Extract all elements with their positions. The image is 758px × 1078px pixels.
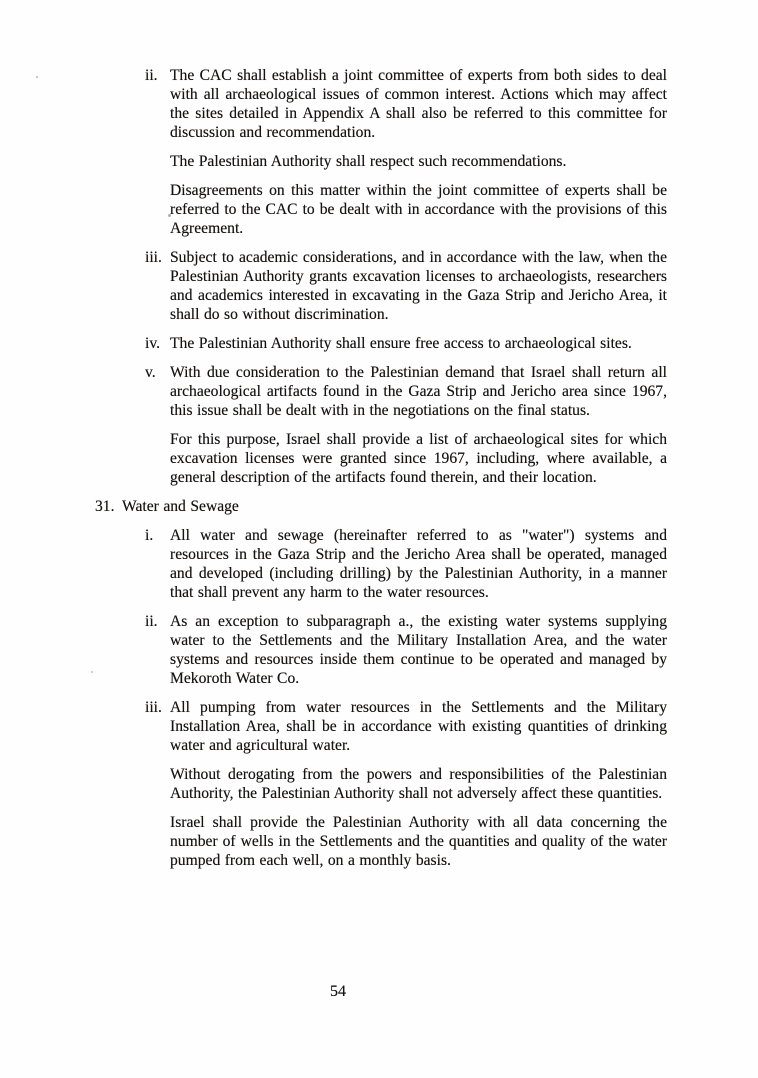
- paragraph: Disagreements on this matter within the joint committee of experts shall be referred to the CAC to be dealt with in accordance with the provisions of this Agreement.: [170, 182, 667, 237]
- section-title: Water and Sewage: [122, 498, 239, 515]
- paragraph: Israel shall provide the Palestinian Authority with all data concerning the number of wells in the Settlements and the quantities and quality of the water pumped from each well, on a monthly basis.: [170, 814, 667, 869]
- section-number: 31.: [95, 498, 115, 515]
- paragraph: The Palestinian Authority shall respect such recommendations.: [170, 153, 567, 170]
- list-marker: iii.: [145, 249, 162, 266]
- list-marker: ii.: [145, 67, 158, 84]
- list-item-water-i: [95, 526, 667, 612]
- paragraph: Subject to academic considerations, and in accordance with the law, when the Palestinian Authority grants excavation licenses to archaeologists, researchers and academics interested in excavating in the Gaza Strip and Jericho Area, it shall do so without discrimination.: [170, 249, 667, 323]
- list-item-archaeology-ii: [95, 66, 667, 248]
- list-item-body: [170, 363, 667, 497]
- list-item-body: [170, 334, 667, 363]
- list-item-body: [170, 698, 667, 880]
- scan-speck: [91, 671, 93, 673]
- list-item-archaeology-iv: [95, 334, 667, 363]
- list-item-body: [170, 612, 667, 698]
- paragraph: The CAC shall establish a joint committee of experts from both sides to deal with all archaeological issues of common interest. Actions which may affect the sites detailed in Appendix A shall also be referred to this committee for discussion and recommendation.: [170, 67, 667, 141]
- list-item-archaeology-v: [95, 363, 667, 497]
- paragraph: With due consideration to the Palestinian demand that Israel shall return all archaeological artifacts found in the Gaza Strip and Jericho area since 1967, this issue shall be dealt with in the negotiations on the final status.: [170, 364, 667, 419]
- list-item-water-ii: [95, 612, 667, 698]
- paragraph: All water and sewage (hereinafter referred to as "water") systems and resources in the Gaza Strip and the Jericho Area shall be operated, managed and developed (including drilling) by the Palestinian Authority, in a manner that shall prevent any harm to the water resources.: [170, 527, 667, 601]
- list-item-body: [170, 66, 667, 248]
- list-marker: ii.: [145, 613, 158, 630]
- list-marker: i.: [145, 527, 154, 544]
- scan-speck: [36, 76, 38, 78]
- document-content: [95, 66, 667, 880]
- list-item-body: [170, 248, 667, 334]
- page-number: 54: [330, 983, 346, 1000]
- paragraph: The Palestinian Authority shall ensure free access to archaeological sites.: [170, 335, 632, 352]
- paragraph: Without derogating from the powers and responsibilities of the Palestinian Authority, the Palestinian Authority shall not adversely affect these quantities.: [170, 766, 667, 802]
- list-item-body: [170, 526, 667, 612]
- list-marker: v.: [145, 364, 156, 381]
- paragraph: As an exception to subparagraph a., the existing water systems supplying water to the Settlements and the Military Installation Area, and the water systems and resources inside them continue to be operated and managed by Mekoroth Water Co.: [170, 613, 667, 687]
- list-item-archaeology-iii: [95, 248, 667, 334]
- list-marker: iii.: [145, 699, 162, 716]
- section-heading: [95, 497, 667, 516]
- list-marker: iv.: [145, 335, 161, 352]
- paragraph: For this purpose, Israel shall provide a list of archaeological sites for which excavation licenses were granted since 1967, including, where available, a general description of the artifacts found therein, and their location.: [170, 431, 667, 486]
- paragraph: All pumping from water resources in the Settlements and the Military Installation Area, shall be in accordance with existing quantities of drinking water and agricultural water.: [170, 699, 667, 754]
- list-item-water-iii: [95, 698, 667, 880]
